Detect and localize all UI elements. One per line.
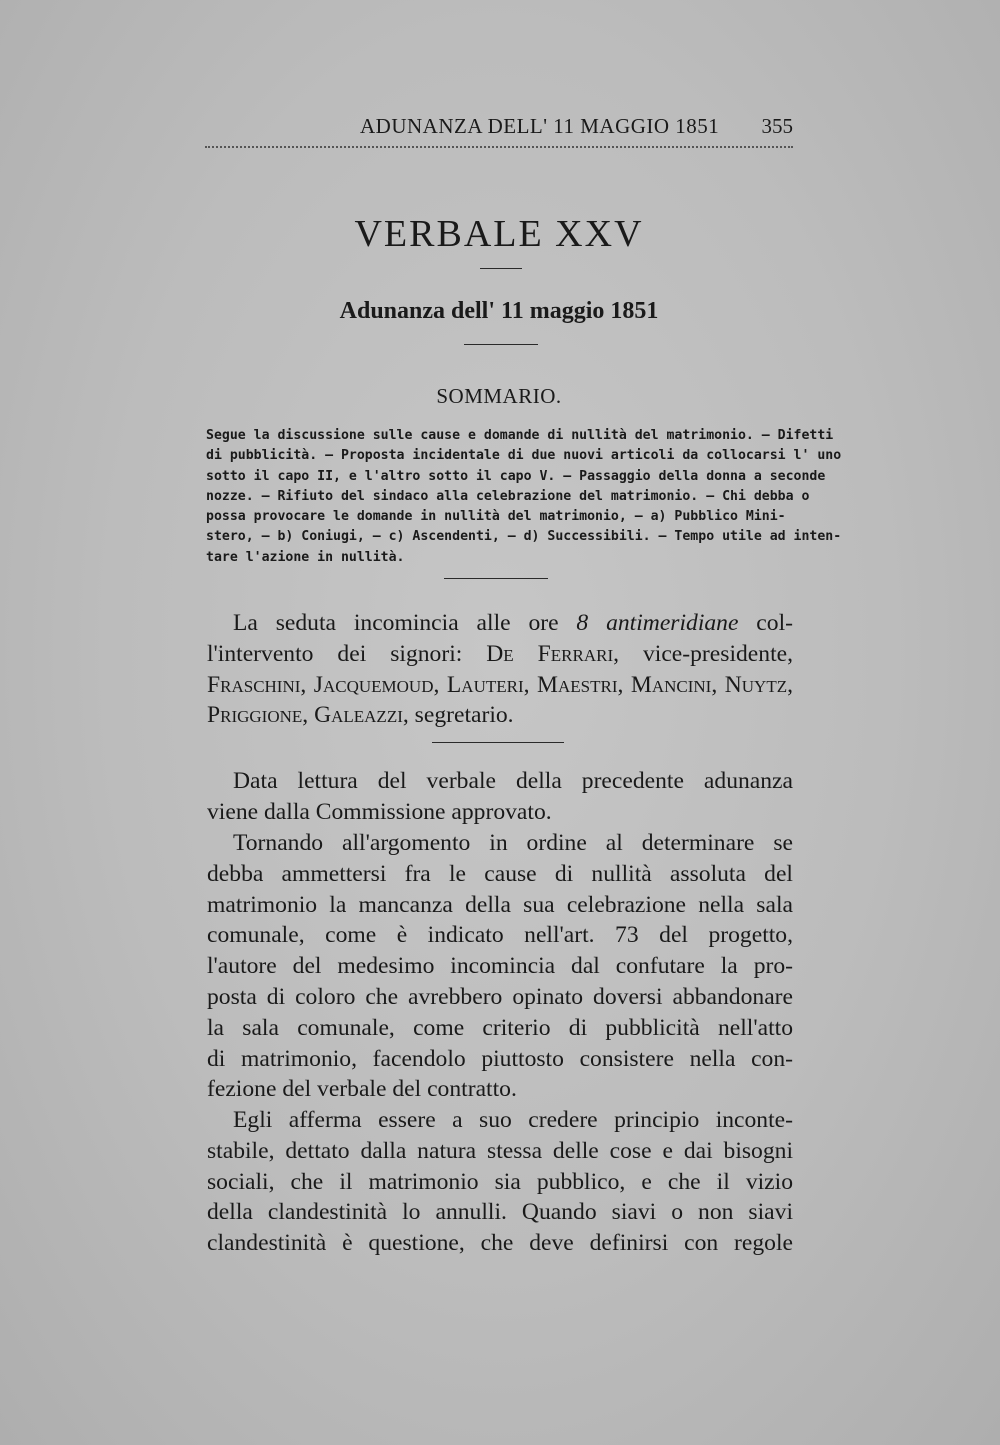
sommario-line: di pubblicità. — Proposta incidentale di due nuovi articoli da collocarsi l' uno: [206, 448, 842, 464]
sommario-line: possa provocare le domande in nullità del matrimonio, — a) Pubblico Mini-: [206, 509, 786, 525]
page-number: 355: [761, 114, 793, 138]
running-title: ADUNANZA DELL' 11 MAGGIO 1851: [360, 114, 720, 138]
members-line: Fraschini, Jacquemoud, Lauteri, Maestri, Mancini, Nuytz,: [207, 671, 793, 698]
opening-paragraph: [207, 608, 793, 731]
sommario-line: sotto il capo II, e l'altro sotto il capo V. — Passaggio della donna a seconde: [206, 468, 826, 484]
sommario-line: stero, — b) Coniugi, — c) Ascendenti, — d) Successibili. — Tempo utile ad inten-: [206, 529, 842, 545]
opening-line: La seduta incomincia alle ore 8 antimeridiane col-: [233, 610, 793, 636]
body-line: di matrimonio, facendolo piuttosto consistere nella con-: [207, 1045, 793, 1072]
document-title: VERBALE XXV: [354, 213, 644, 255]
body-line: Tornando all'argomento in ordine al determinare se: [233, 830, 793, 856]
body-line: comunale, come è indicato nell'art. 73 del progetto,: [207, 922, 793, 949]
body-line: Data lettura del verbale della precedente adunanza: [233, 768, 793, 794]
body-line: la sala comunale, come criterio di pubblicità nell'atto: [207, 1014, 793, 1041]
sommario-rule: [444, 578, 548, 579]
body-line: viene dalla Commissione approvato.: [207, 798, 552, 825]
sommario-text: [206, 426, 842, 568]
sommario-line: Segue la discussione sulle cause e domande di nullità del matrimonio. — Difetti: [206, 428, 834, 443]
opening-line: l'intervento dei signori: De Ferrari, vice-presidente,: [207, 640, 793, 667]
paragraph-approval: [207, 766, 793, 828]
sommario-heading: SOMMARIO.: [436, 384, 562, 408]
sommario-line: nozze. — Rifiuto del sindaco alla celebrazione del matrimonio. — Chi debba o: [206, 488, 810, 504]
body-line: sociali, che il matrimonio sia pubblico, e che il vizio: [207, 1168, 793, 1195]
body-line: matrimonio la mancanza della sua celebrazione nella sala: [207, 891, 793, 918]
title-rule: [480, 268, 522, 269]
opening-rule: [432, 742, 564, 743]
body-line: posta di coloro che avrebbero opinato doversi abbandonare: [207, 983, 793, 1010]
body-line: fezione del verbale del contratto.: [207, 1076, 517, 1103]
opening-line: Priggione, Galeazzi, segretario.: [207, 702, 514, 729]
session-subtitle: Adunanza dell' 11 maggio 1851: [339, 298, 659, 324]
sommario-line: tare l'azione in nullità.: [206, 549, 405, 565]
body-line: debba ammettersi fra le cause di nullità assoluta del: [207, 860, 793, 887]
paragraph-affirmation: [207, 1105, 793, 1259]
paragraph-argument: [207, 828, 793, 1105]
header-dotted-rule: [205, 146, 793, 148]
body-line: stabile, dettato dalla natura stessa delle cose e dai bisogni: [207, 1137, 793, 1164]
body-line: clandestinità è questione, che deve definirsi con regole: [207, 1230, 793, 1257]
subtitle-rule: [464, 344, 538, 345]
body-line: l'autore del medesimo incomincia dal confutare la pro-: [207, 953, 793, 980]
body-line: della clandestinità lo annulli. Quando siavi o non siavi: [207, 1199, 793, 1226]
body-line: Egli afferma essere a suo credere principio inconte-: [233, 1107, 793, 1133]
running-head: [205, 114, 793, 150]
